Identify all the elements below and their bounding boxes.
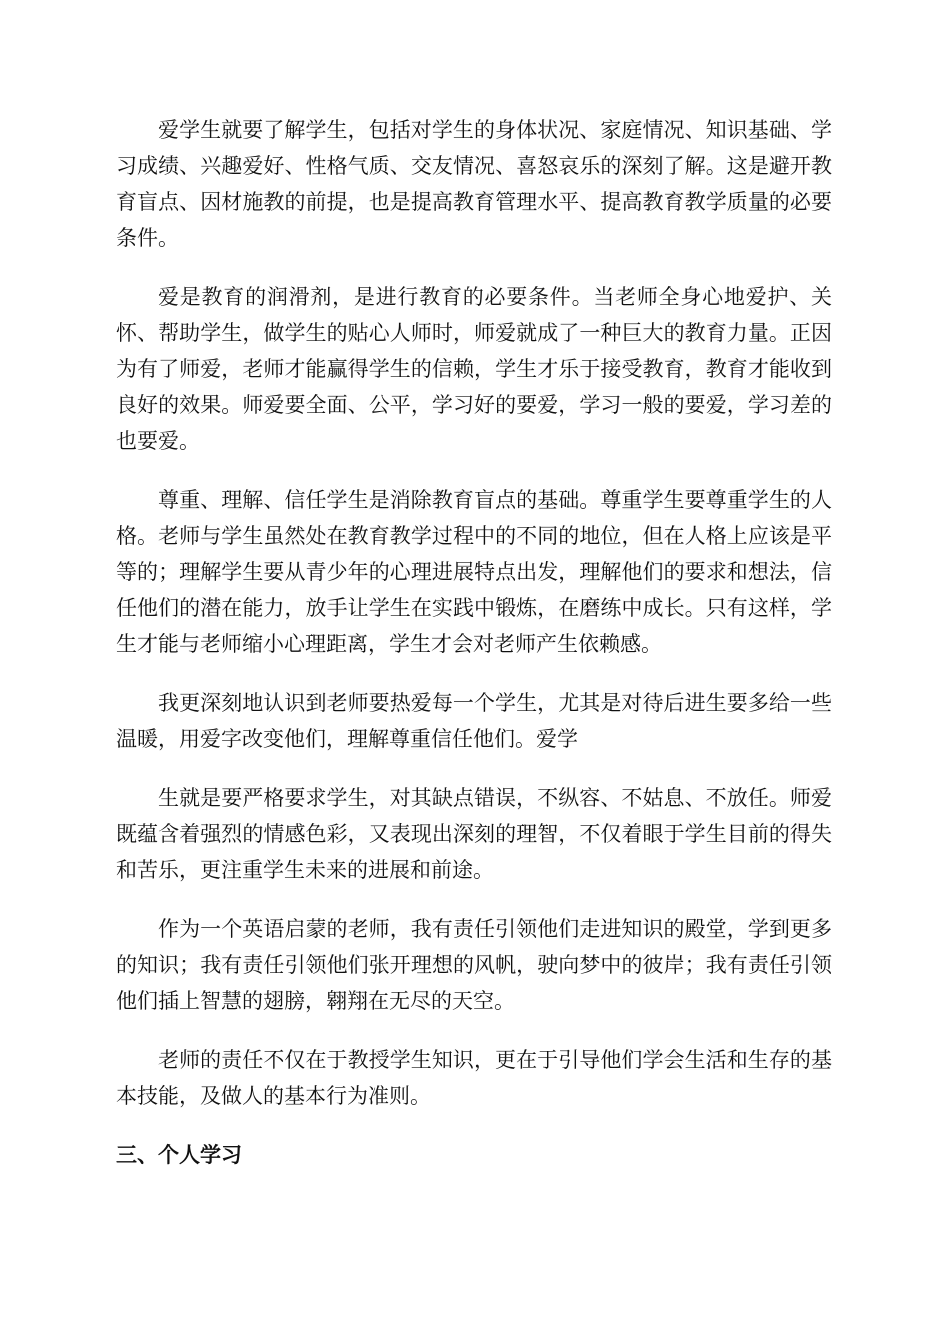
document-body — [116, 112, 832, 1173]
paragraph-4: 我更深刻地认识到老师要热爱每一个学生，尤其是对待后进生要多给一些温暖，用爱字改变他们，理解尊重信任他们。爱学 — [116, 691, 832, 751]
paragraph-7: 老师的责任不仅在于教授学生知识，更在于引导他们学会生活和生存的基本技能，及做人的基本行为准则。 — [116, 1048, 832, 1108]
paragraph-2: 爱是教育的润滑剂，是进行教育的必要条件。当老师全身心地爱护、关怀、帮助学生，做学生的贴心人师时，师爱就成了一种巨大的教育力量。正因为有了师爱，老师才能赢得学生的信赖，学生才乐于接受教育，教育才能收到良好的效果。师爱要全面、公平，学习好的要爱，学习一般的要爱，学习差的也要爱。 — [116, 285, 832, 453]
section-heading: 三、个人学习 — [116, 1143, 242, 1167]
paragraph-5: 生就是要严格要求学生，对其缺点错误，不纵容、不姑息、不放任。师爱既蕴含着强烈的情感色彩，又表现出深刻的理智，不仅着眼于学生目前的得失和苦乐，更注重学生未来的进展和前途。 — [116, 786, 832, 882]
paragraph-3: 尊重、理解、信任学生是消除教育盲点的基础。尊重学生要尊重学生的人格。老师与学生虽然处在教育教学过程中的不同的地位，但在人格上应该是平等的；理解学生要从青少年的心理进展特点出发，理解他们的要求和想法，信任他们的潜在能力，放手让学生在实践中锻炼，在磨练中成长。只有这样，学生才能与老师缩小心理距离，学生才会对老师产生依赖感。 — [116, 488, 832, 656]
paragraph-1: 爱学生就要了解学生，包括对学生的身体状况、家庭情况、知识基础、学习成绩、兴趣爱好、性格气质、交友情况、喜怒哀乐的深刻了解。这是避开教育盲点、因材施教的前提，也是提高教育管理水平、提高教育教学质量的必要条件。 — [116, 118, 832, 250]
paragraph-6: 作为一个英语启蒙的老师，我有责任引领他们走进知识的殿堂，学到更多的知识；我有责任引领他们张开理想的风帆，驶向梦中的彼岸；我有责任引领他们插上智慧的翅膀，翱翔在无尽的天空。 — [116, 917, 832, 1013]
